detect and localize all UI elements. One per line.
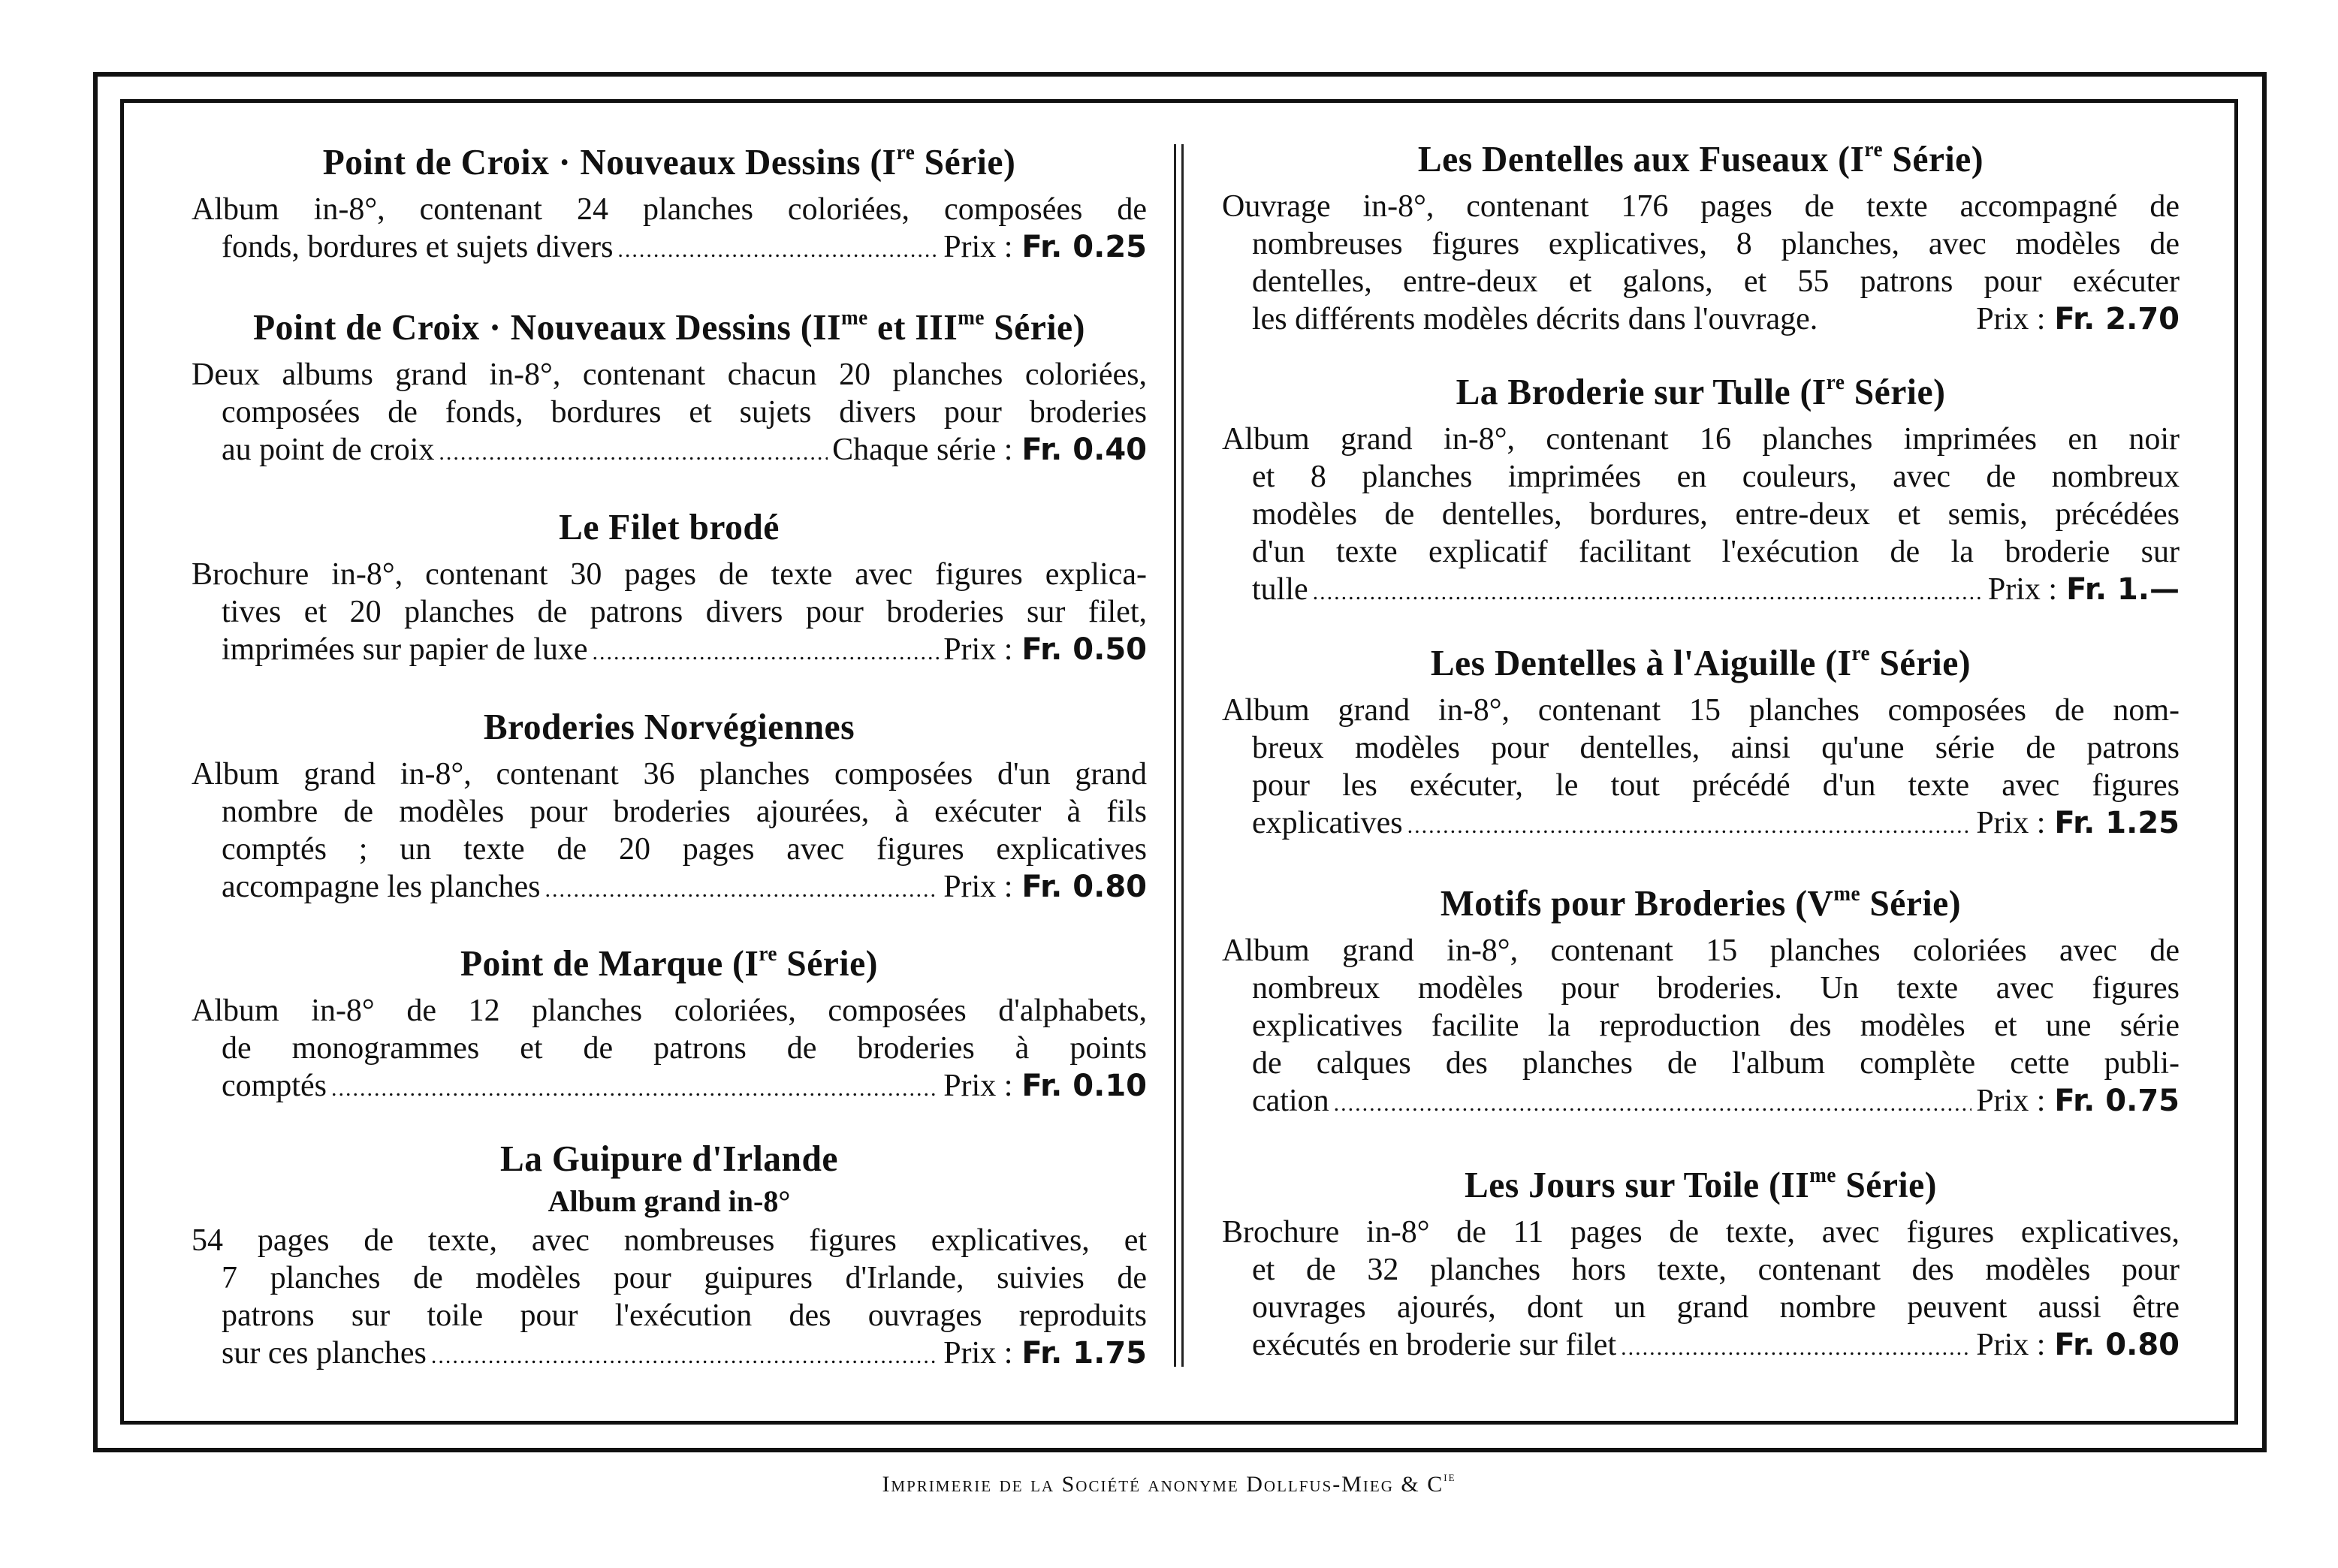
description-line: Brochure in-8° de 11 pages de texte, avec figures explicatives,: [1222, 1215, 2180, 1250]
description-line: breux modèles pour dentelles, ainsi qu'une série de patrons: [1252, 731, 2180, 765]
price-label: Prix :: [1976, 1328, 2046, 1362]
price-line: [1222, 571, 2180, 611]
entry-description: [1222, 1214, 2180, 1367]
entry-description: [192, 356, 1147, 472]
dot-leader: [1621, 1329, 1971, 1367]
description-line: tulle: [1252, 572, 1308, 607]
description-line: nombreux modèles pour broderies. Un texte avec figures: [1252, 971, 2180, 1006]
price-value: Fr. 1.75: [1021, 1336, 1147, 1370]
description-line: de monogrammes et de patrons de broderies à points: [222, 1031, 1147, 1066]
entry-title: La Guipure d'Irlande: [500, 1138, 838, 1179]
dot-leader: [545, 871, 939, 909]
description-line: sur ces planches: [222, 1336, 427, 1370]
dot-leader: [593, 634, 940, 671]
price-value: Fr. 1.—: [2066, 572, 2180, 607]
entry-title: Point de Marque (Ire Série): [460, 942, 878, 984]
description-line: Brochure in-8°, contenant 30 pages de texte avec figures explica-: [192, 557, 1147, 592]
entry-description: [192, 755, 1147, 909]
price-value: Fr. 0.80: [1021, 870, 1147, 904]
price-line: [192, 431, 1147, 472]
price-label: Prix :: [943, 632, 1013, 667]
column-divider-line-right: [1181, 144, 1184, 1367]
dot-leader: [331, 1070, 939, 1108]
dot-leader: [617, 231, 939, 269]
description-line: imprimées sur papier de luxe: [222, 632, 588, 667]
entry-description: [1222, 188, 2180, 338]
entry-description: [1222, 421, 2180, 611]
description-line: pour les exécuter, le tout précédé d'un texte avec figures: [1252, 768, 2180, 803]
catalog-entry-le-filet-brode: [192, 506, 1147, 671]
price-label: Prix :: [1987, 572, 2058, 607]
price-label: Prix :: [943, 1069, 1013, 1103]
entry-description: [192, 992, 1147, 1108]
description-line: et de 32 planches hors texte, contenant des modèles pour: [1252, 1253, 2180, 1287]
description-line: ouvrages ajourés, dont un grand nombre peuvent aussi être: [1252, 1290, 2180, 1325]
price-value: Fr. 0.50: [1021, 632, 1147, 667]
dot-leader: [1313, 574, 1984, 611]
price-label: Prix :: [943, 230, 1013, 264]
catalog-entry-motifs-pour-broderies: [1222, 882, 2180, 1123]
description-line: Album grand in-8°, contenant 36 planches composées d'un grand: [192, 757, 1147, 792]
description-line: explicatives facilite la reproduction des modèles et une série: [1252, 1009, 2180, 1043]
catalog-entry-point-de-croix-1: [192, 141, 1147, 269]
description-line: comptés ; un texte de 20 pages avec figures explicatives: [222, 832, 1147, 867]
dot-leader: [431, 1337, 939, 1375]
price-value: Fr. 0.10: [1021, 1069, 1147, 1103]
description-line: d'un texte explicatif facilitant l'exécution de la broderie sur: [1252, 535, 2180, 569]
price-label: Prix :: [1976, 806, 2046, 840]
description-line: composées de fonds, bordures et sujets divers pour broderies: [222, 395, 1147, 430]
entry-title: Le Filet brodé: [559, 506, 780, 547]
dot-leader: [1407, 807, 1972, 845]
description-line: de calques des planches de l'album complète cette publi-: [1252, 1046, 2180, 1081]
description-line: nombre de modèles pour broderies ajourées, à exécuter à fils: [222, 795, 1147, 829]
price-line: [192, 631, 1147, 671]
description-line: Album in-8° de 12 planches coloriées, composées d'alphabets,: [192, 994, 1147, 1028]
price-line: [192, 1067, 1147, 1108]
price-label: Chaque série :: [832, 433, 1013, 467]
description-line: dentelles, entre-deux et galons, et 55 patrons pour exécuter: [1252, 264, 2180, 299]
description-line: accompagne les planches: [222, 870, 541, 904]
entry-title: Point de Croix · Nouveaux Dessins ($II^{me}$ et $III^{me}$ Série): [253, 306, 1085, 348]
description-line: explicatives: [1252, 806, 1403, 840]
price-value: Fr. 0.25: [1021, 230, 1147, 264]
description-line: Album grand in-8°, contenant 15 planches composées de nom-: [1222, 693, 2180, 728]
description-line: Deux albums grand in-8°, contenant chacun 20 planches coloriées,: [192, 357, 1147, 392]
entry-description: [1222, 692, 2180, 845]
price-value: Fr. 1.25: [2054, 806, 2180, 840]
description-line: Album grand in-8°, contenant 15 planches coloriées avec de: [1222, 933, 2180, 968]
description-line: modèles de dentelles, bordures, entre-deux et semis, précédées: [1252, 497, 2180, 532]
price-line: [1222, 1326, 2180, 1367]
column-divider-line-left: [1174, 144, 1176, 1367]
price-value: Fr. 2.70: [2054, 302, 2180, 336]
entry-subtitle: Album grand in-8°: [548, 1184, 791, 1218]
entry-title: Les Jours sur Toile ($II^{me}$ Série): [1465, 1164, 1937, 1205]
description-line: fonds, bordures et sujets divers: [222, 230, 614, 264]
entry-description: [192, 191, 1147, 269]
entry-title: Broderies Norvégiennes: [483, 706, 855, 747]
price-value: Fr. 0.75: [2054, 1084, 2180, 1118]
price-line: [192, 228, 1147, 269]
entry-description: [192, 1222, 1147, 1375]
dot-leader: [439, 434, 828, 472]
entry-description: [192, 556, 1147, 671]
catalog-entry-point-de-croix-2-3: [192, 306, 1147, 472]
entry-title: Point de Croix · Nouveaux Dessins (Ire Série): [322, 141, 1016, 182]
catalog-entry-dentelles-a-l-aiguille: [1222, 642, 2180, 845]
description-line: nombreuses figures explicatives, 8 planches, avec modèles de: [1252, 227, 2180, 261]
catalog-entry-guipure-d-irlande: [192, 1138, 1147, 1375]
description-line: 7 planches de modèles pour guipures d'Irlande, suivies de: [222, 1261, 1147, 1295]
price-line: [192, 868, 1147, 909]
entry-description: [1222, 932, 2180, 1123]
description-line: et 8 planches imprimées en couleurs, avec de nombreux: [1252, 460, 2180, 494]
price-label: Prix :: [1976, 1084, 2046, 1118]
description-line: exécutés en broderie sur filet: [1252, 1328, 1617, 1362]
description-line: comptés: [222, 1069, 327, 1103]
entry-title: Les Dentelles à l'Aiguille (Ire Série): [1430, 642, 1971, 683]
printer-imprint-footer: Imprimerie de la Société anonyme Dollfus-Mieg & $C^{ie}$: [882, 1469, 1456, 1497]
dot-leader: [1334, 1085, 1972, 1123]
price-value: Fr. 0.80: [2054, 1328, 2180, 1362]
description-line: patrons sur toile pour l'exécution des ouvrages reproduits: [222, 1298, 1147, 1333]
description-line: 54 pages de texte, avec nombreuses figures explicatives, et: [192, 1223, 1147, 1258]
entry-title: Les Dentelles aux Fuseaux (Ire Série): [1417, 138, 1984, 179]
description-line: tives et 20 planches de patrons divers pour broderies sur filet,: [222, 595, 1147, 629]
description-line: les différents modèles décrits dans l'ouvrage.: [1252, 302, 1818, 336]
entry-title: Motifs pour Broderies ($V^{me}$ Série): [1440, 882, 1962, 924]
catalog-entry-broderie-sur-tulle: [1222, 371, 2180, 611]
price-line: [192, 1334, 1147, 1375]
catalog-entry-broderies-norvegiennes: [192, 706, 1147, 909]
price-value: Fr. 0.40: [1021, 433, 1147, 467]
entry-title: La Broderie sur Tulle (Ire Série): [1456, 371, 1946, 412]
price-label: Prix :: [943, 1336, 1013, 1370]
catalog-entry-jours-sur-toile: [1222, 1164, 2180, 1367]
price-label: Prix :: [943, 870, 1013, 904]
catalog-entry-dentelles-aux-fuseaux: [1222, 138, 2180, 338]
description-line: Album in-8°, contenant 24 planches coloriées, composées de: [192, 192, 1147, 227]
price-line: [1222, 300, 2180, 338]
description-line: au point de croix: [222, 433, 435, 467]
price-line: [1222, 804, 2180, 845]
description-line: cation: [1252, 1084, 1329, 1118]
catalog-entry-point-de-marque: [192, 942, 1147, 1108]
price-line: [1222, 1082, 2180, 1123]
description-line: Ouvrage in-8°, contenant 176 pages de texte accompagné de: [1222, 189, 2180, 224]
price-label: Prix :: [1976, 302, 2046, 336]
description-line: Album grand in-8°, contenant 16 planches imprimées en noir: [1222, 422, 2180, 457]
